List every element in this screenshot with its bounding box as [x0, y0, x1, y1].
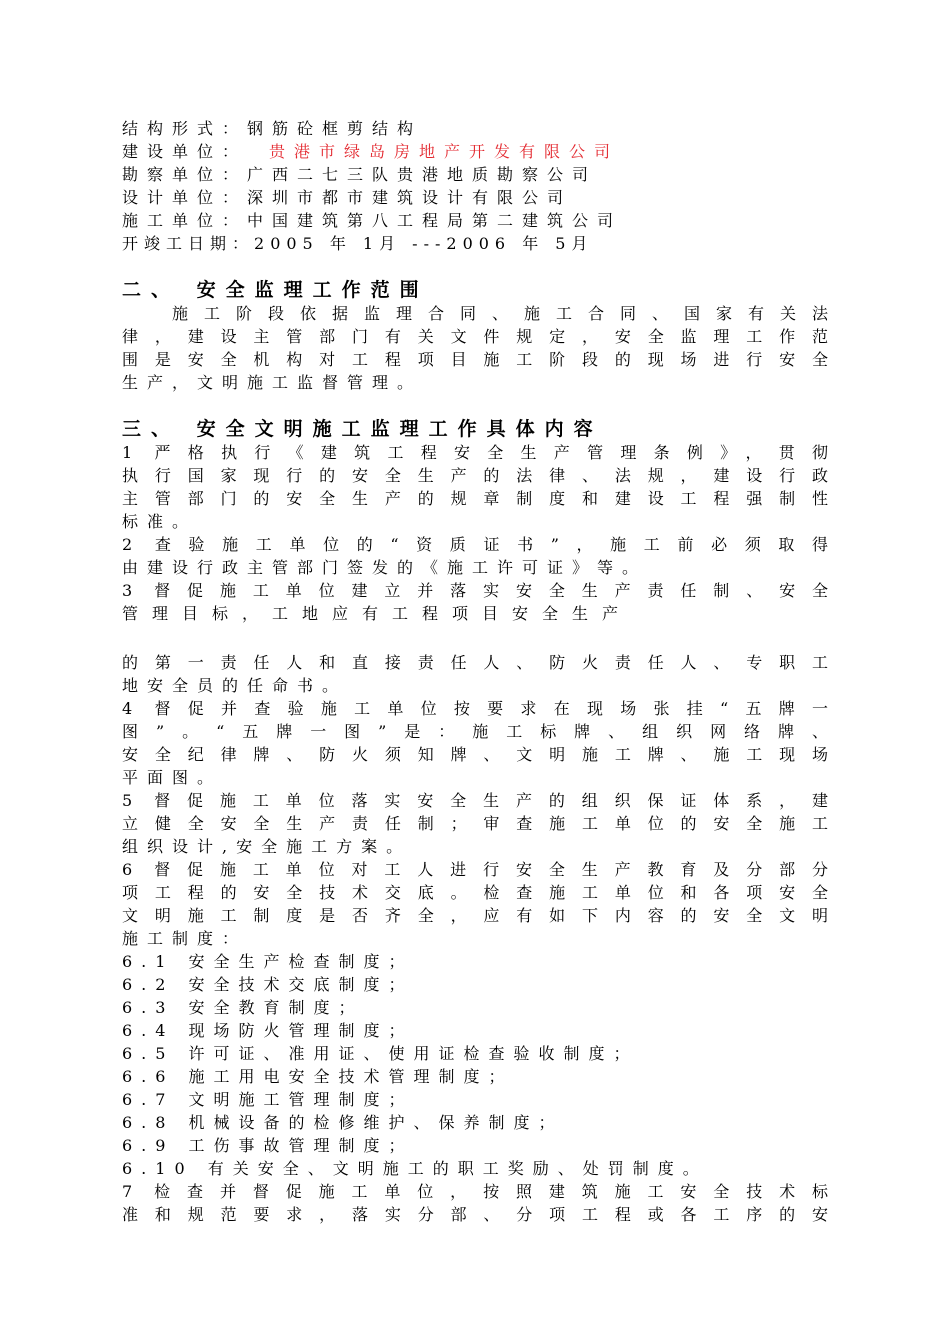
section3-line: 组织设计,安全施工方案。 — [122, 837, 412, 856]
section3-list-item: 6.4 现场防火管理制度； — [122, 1021, 414, 1040]
section3-line: 立健全安全生产责任制；审查施工单位的安全施工 — [122, 814, 828, 833]
info-value: 钢筋砼框剪结构 — [247, 119, 423, 138]
section3-line: 地安全员的任命书。 — [122, 676, 348, 695]
section3-line: 管理目标，工地应有工程项目安全生产 — [122, 604, 633, 623]
section3-line: 5 督促施工单位落实安全生产的组织保证体系，建 — [122, 791, 828, 810]
info-structure — [122, 117, 422, 140]
info-value-highlight: 贵港市绿岛房地产开发有限公司 — [269, 142, 620, 161]
info-dates — [122, 232, 593, 255]
section3-list-item: 6.9 工伤事故管理制度； — [122, 1136, 414, 1155]
section3-list-item: 6.3 安全教育制度； — [122, 998, 364, 1017]
info-owner — [122, 140, 619, 163]
section3-list-item: 6.2 安全技术交底制度； — [122, 975, 414, 994]
info-survey — [122, 163, 597, 186]
section3-line: 标准。 — [122, 512, 198, 531]
section3-line: 平面图。 — [122, 768, 223, 787]
info-value: 深圳市都市建筑设计有限公司 — [247, 188, 573, 207]
info-label: 施工单位： — [122, 211, 248, 230]
info-design — [122, 186, 572, 209]
section2-line: 律，建设主管部门有关文件规定，安全监理工作范 — [122, 327, 828, 346]
section3-line: 由建设行政主管部门签发的《施工许可证》等。 — [122, 558, 648, 577]
section3-list-item: 6.8 机械设备的检修维护、保养制度； — [122, 1113, 564, 1132]
section3-line: 6 督促施工单位对工人进行安全生产教育及分部分 — [122, 860, 828, 879]
info-value: 广西二七三队贵港地质勘察公司 — [247, 165, 598, 184]
section3-line: 4 督促并查验施工单位按要求在现场张挂“五牌一 — [122, 699, 828, 718]
section3-line: 1 严格执行《建筑工程安全生产管理条例》，贯彻 — [122, 443, 828, 462]
section2-line: 生产，文明施工监督管理。 — [122, 373, 423, 392]
section3-line: 安全纪律牌、防火须知牌、文明施工牌、施工现场 — [122, 745, 828, 764]
section3-list-item: 6.6 施工用电安全技术管理制度； — [122, 1067, 514, 1086]
section3-line: 的第一责任人和直接责任人、防火责任人、专职工 — [122, 653, 828, 672]
section2-line: 围是安全机构对工程项目施工阶段的现场进行安全 — [122, 350, 828, 369]
section3-line: 施工制度： — [122, 929, 248, 948]
info-value: 中国建筑第八工程局第二建筑公司 — [247, 211, 623, 230]
info-label: 建设单位： — [122, 142, 248, 161]
section2-line: 施工阶段依据监理合同、施工合同、国家有关法 — [172, 304, 828, 323]
section3-line: 项工程的安全技术交底。检查施工单位和各项安全 — [122, 883, 828, 902]
section3-list-item: 6.7 文明施工管理制度； — [122, 1090, 414, 1109]
section2-heading: 二、 安全监理工作范围 — [122, 279, 429, 301]
info-label: 设计单位： — [122, 188, 248, 207]
info-value: 2005 年 1月 ---2006 年 5月 — [254, 234, 594, 253]
section3-line: 3 督促施工单位建立并落实安全生产责任制、安全 — [122, 581, 828, 600]
section3-list-item: 6.5 许可证、准用证、使用证检查验收制度； — [122, 1044, 639, 1063]
section3-line: 文明施工制度是否齐全，应有如下内容的安全文明 — [122, 906, 828, 925]
section3-line: 准和规范要求，落实分部、分项工程或各工序的安 — [122, 1205, 828, 1224]
info-label: 勘察单位： — [122, 165, 248, 184]
section3-line: 执行国家现行的安全生产的法律、法规，建设行政 — [122, 466, 828, 485]
info-label: 开竣工日期： — [122, 234, 255, 253]
section3-heading: 三、 安全文明施工监理工作具体内容 — [122, 418, 603, 440]
info-builder — [122, 209, 622, 232]
info-label: 结构形式： — [122, 119, 248, 138]
section3-list-item: 6.10 有关安全、文明施工的职工奖励、处罚制度。 — [122, 1159, 708, 1178]
section3-list-item: 6.1 安全生产检查制度； — [122, 952, 414, 971]
section3-line: 7 检查并督促施工单位，按照建筑施工安全技术标 — [122, 1182, 828, 1201]
section3-line: 图”。“五牌一图”是：施工标牌、组织网络牌、 — [122, 722, 828, 741]
section3-line: 主管部门的安全生产的规章制度和建设工程强制性 — [122, 489, 828, 508]
section3-line: 2 查验施工单位的“资质证书”，施工前必须取得 — [122, 535, 828, 554]
